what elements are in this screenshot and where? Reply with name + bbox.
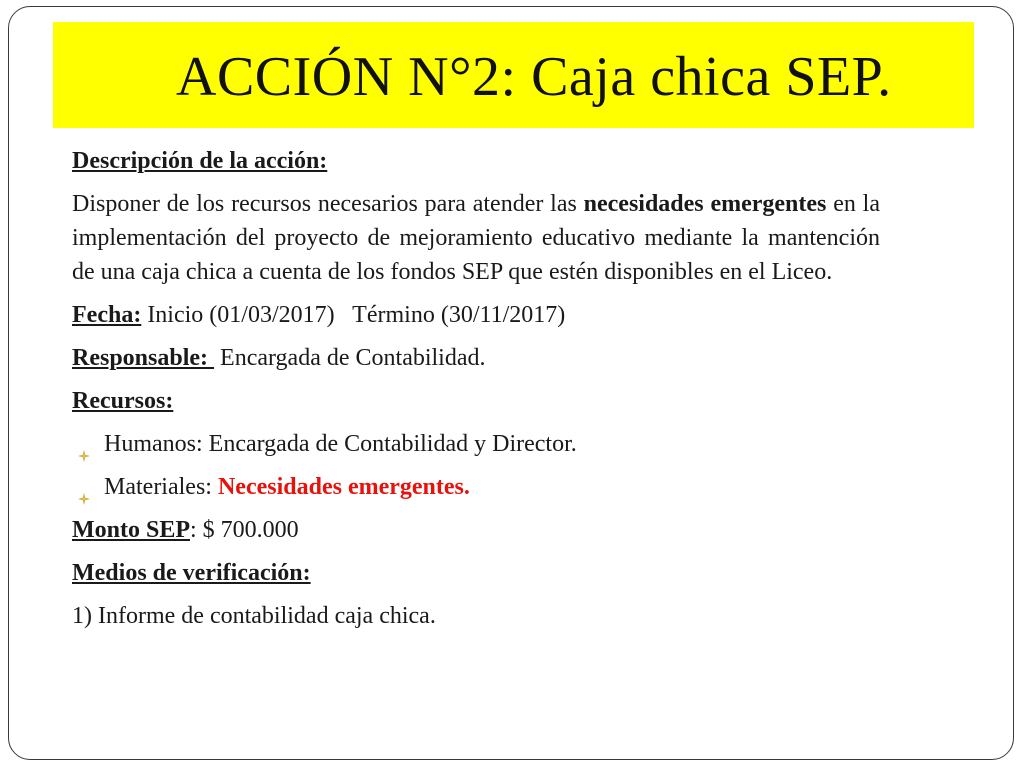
recursos-heading: Recursos: [72,388,174,414]
monto-line [72,513,880,547]
descripcion-text-part-2: en la implementación del proyecto de mejoramiento educativo mediante la mantención de una caja chica a cuenta de los fondos SEP que estén disponibles en el Liceo. [72,191,880,285]
descripcion-text-part-1: Disponer de los recursos necesarios para atender las [72,191,584,217]
diamond-bullet-icon [78,481,90,493]
descripcion-heading: Descripción de la acción: [72,148,328,174]
recursos-humanos-text: Humanos: Encargada de Contabilidad y Director. [104,431,577,457]
descripcion-text [72,187,880,289]
recursos-materiales-value: Necesidades emergentes. [217,474,470,500]
responsable-label: Responsable: [72,345,215,371]
monto-value: : $ 700.000 [190,517,299,543]
slide-body [72,144,880,642]
medios-item-1: 1) Informe de contabilidad caja chica. [72,603,436,629]
slide-title: ACCIÓN N°2: Caja chica SEP. [176,46,892,108]
diamond-bullet-icon [78,438,90,450]
monto-label: Monto SEP [72,517,191,543]
medios-heading: Medios de verificación: [72,560,311,586]
fecha-line [72,298,880,332]
recursos-materiales-label: Materiales: [104,474,218,500]
responsable-line [72,341,880,375]
fecha-value: Inicio (01/03/2017) Término (30/11/2017) [141,302,566,328]
descripcion-text-bold: necesidades emergentes [583,191,827,217]
recursos-humanos-item [72,427,880,461]
fecha-label: Fecha: [72,302,142,328]
recursos-materiales-item [72,470,880,504]
responsable-value: Encargada de Contabilidad. [214,345,486,371]
